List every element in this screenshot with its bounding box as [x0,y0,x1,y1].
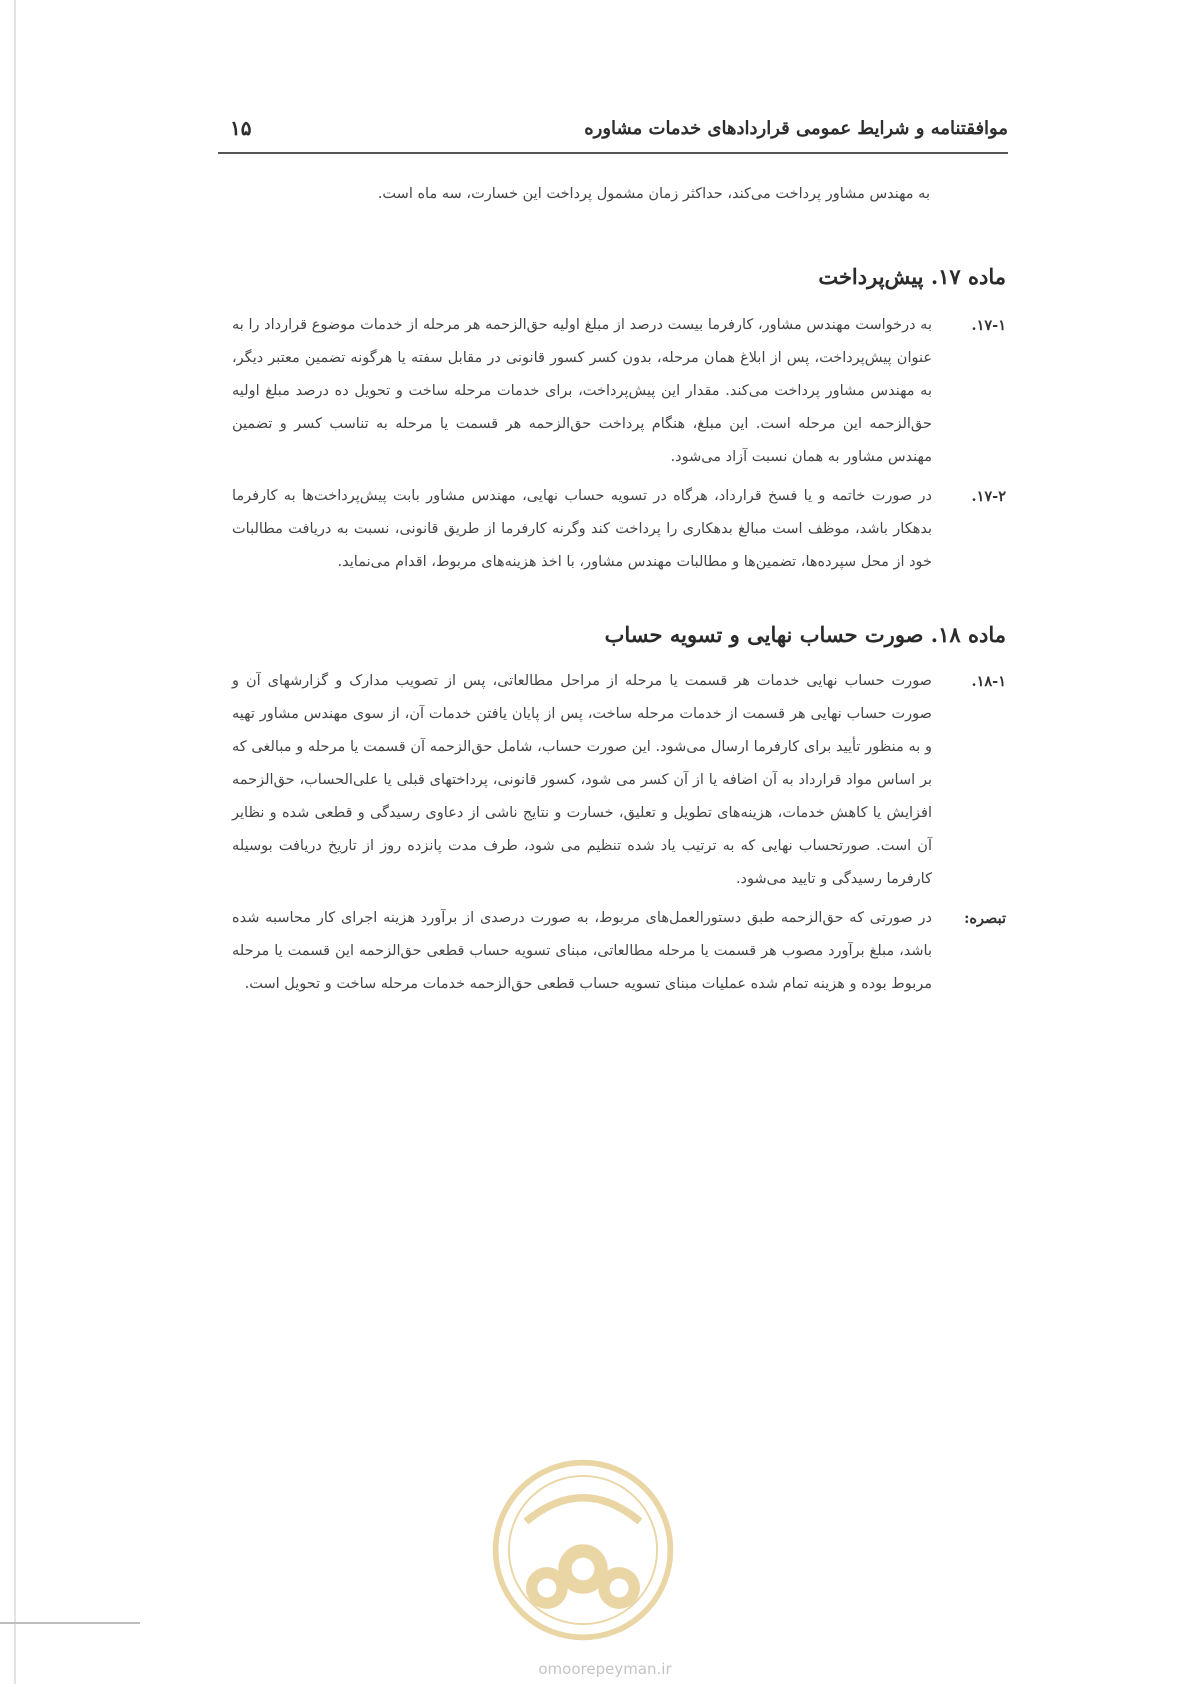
clause-number: ۱۸-۱. [971,673,1006,690]
page-number: ۱۵ [230,116,252,140]
clause-18-1 [232,665,1006,896]
header-title: موافقتنامه و شرایط عمومی قراردادهای خدمات مشاوره [584,118,1008,139]
clause-text: به درخواست مهندس مشاور، کارفرما بیست درصد از مبلغ اولیه حق‌الزحمه هر مرحله از خدمات موضوع قرارداد را به عنوان پیش‌پرداخت، پس از ابلاغ همان مرحله، بدون کسر کسور قانونی در مقابل سفته یا هرگونه تضمین معتبر دیگر، به مهندس مشاور پرداخت می‌کند. مقدار این پیش‌پرداخت، برای خدمات مرحله ساخت و تحویل ده درصد مبلغ اولیه حق‌الزحمه این مرحله است. این مبلغ، هنگام پرداخت حق‌الزحمه هر قسمت یا مرحله به تناسب کسر و تضمین مهندس مشاور به همان نسبت آزاد می‌شود. [232,317,932,465]
page-header [218,112,1008,152]
clause-number: ۱۷-۲. [971,488,1006,505]
page-edge [14,0,16,1684]
clause-text: صورت حساب نهایی خدمات هر قسمت یا مرحله از مراحل مطالعاتی، پس از تصویب مدارک و گزارشهای آن و صورت حساب نهایی هر قسمت از خدمات مرحله ساخت، پس از پایان یافتن خدمات آن، از سوی مهندس مشاور تهیه و به منظور تأیید برای کارفرما ارسال می‌شود. این صورت حساب، شامل حق‌الزحمه آن قسمت یا مرحله و مبالغی که بر اساس مواد قرارداد به آن اضافه یا از آن کسر می شود، کسور قانونی، پرداختهای قبلی یا علی‌الحساب، حق‌الزحمه افزایش یا کاهش خدمات، هزینه‌های تطویل و تعلیق، خسارت و نتایج ناشی از دعاوی رسیدگی و قطعی شده و نظایر آن است. صورتحساب نهایی که به ترتیب یاد شده تنظیم می شود، طرف مدت پانزده روز از تاریخ دریافت بوسیله کارفرما رسیدگی و تایید می‌شود. [232,673,932,887]
site-watermark: omoorepeyman.ir [538,1660,672,1678]
header-rule [218,152,1008,154]
clause-number: ۱۷-۱. [971,317,1006,334]
publisher-seal-logo [488,1455,678,1645]
clause-17-1 [232,309,1006,474]
bottom-rule [0,1622,140,1624]
article-17-heading: ماده ۱۷. پیش‌پرداخت [818,264,1006,289]
clause-text: در صورت خاتمه و یا فسخ قرارداد، هرگاه در تسویه حساب نهایی، مهندس مشاور بابت پیش‌پرداخت‌ها به کارفرما بدهکار باشد، موظف است مبالغ بدهکاری را پرداخت کند وگرنه کارفرما از طریق قانونی، نسبت به دریافت مطالبات خود از محل سپرده‌ها، تضمین‌ها و مطالبات مهندس مشاور، با اخذ هزینه‌های مربوط، اقدام می‌نماید. [232,488,932,570]
note-label: تبصره: [964,910,1006,927]
note-paragraph [232,902,1006,1001]
clause-17-2 [232,480,1006,579]
document-body [232,178,1006,1007]
article-18-heading: ماده ۱۸. صورت حساب نهایی و تسویه حساب [604,622,1006,647]
intro-paragraph: به مهندس مشاور پرداخت می‌کند، حداکثر زمان مشمول پرداخت این خسارت، سه ماه است. [377,186,930,202]
note-text: در صورتی که حق‌الزحمه طبق دستورالعمل‌های مربوط، به صورت درصدی از برآورد هزینه اجرای کار محاسبه شده باشد، مبلغ برآورد مصوب هر قسمت یا مرحله مطالعاتی، مبنای تسویه حساب قطعی حق‌الزحمه این قسمت یا مرحله مربوط بوده و هزینه تمام شده عملیات مبنای تسویه حساب قطعی حق‌الزحمه خدمات مرحله ساخت و تحویل است. [232,910,932,992]
